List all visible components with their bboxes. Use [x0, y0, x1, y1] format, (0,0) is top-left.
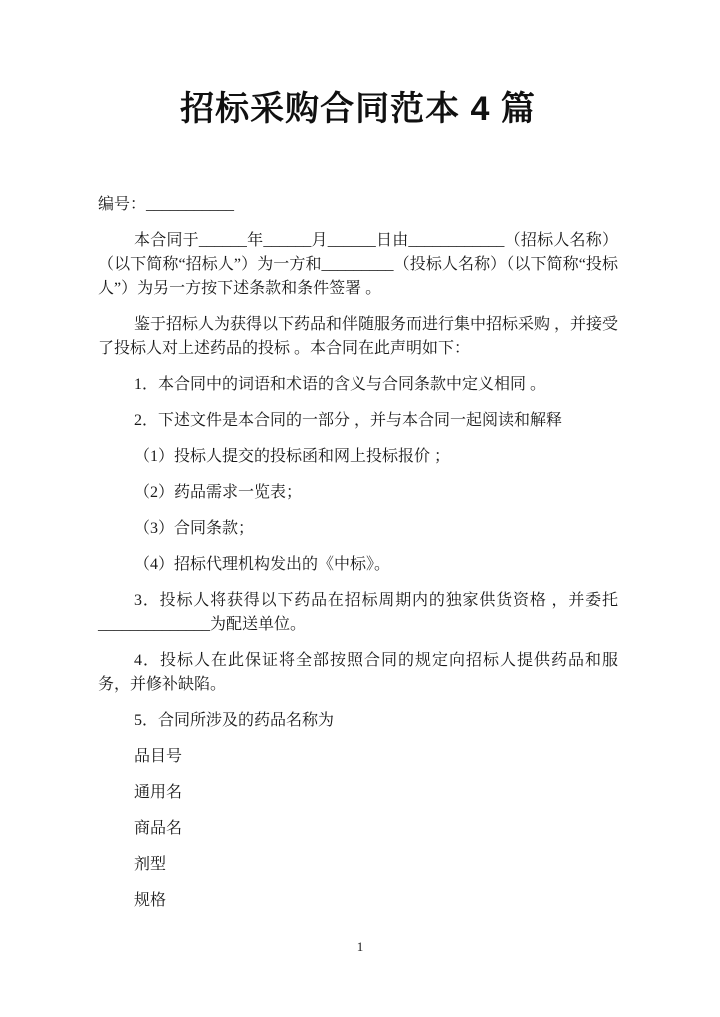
clause-item-4: 4．投标人在此保证将全部按照合同的规定向招标人提供药品和服务，并修补缺陷。	[98, 652, 618, 693]
clause-item-3: 3．投标人将获得以下药品在招标周期内的独家供货资格 ，并委托______________为配送单位。	[98, 592, 618, 633]
clause-item-1: 1．本合同中的词语和术语的含义与合同条款中定义相同 。	[134, 376, 547, 393]
drug-field-label: 剂型	[134, 856, 167, 873]
drug-field-label: 商品名	[134, 820, 183, 837]
intro-paragraph: 本合同于______年______月______日由____________（招标人名称）（以下简称“招标人”）为一方和_________（投标人名称）（以下简称“投标人”）为另一方按下述条款和条件签署 。	[98, 232, 618, 297]
document-title: 招标采购合同范本 4 篇	[180, 90, 536, 128]
clause-item-5: 5．合同所涉及的药品名称为	[134, 712, 335, 729]
document-content	[98, 0, 618, 925]
clause-item-2: 2．下述文件是本合同的一部分 ，并与本合同一起阅读和解释	[134, 412, 563, 429]
drug-field-label: 品目号	[134, 748, 183, 765]
clause-subitem-4: （4）招标代理机构发出的《中标》。	[134, 556, 391, 573]
drug-field-label: 通用名	[134, 784, 183, 801]
clause-subitem-2: （2）药品需求一览表；	[134, 484, 303, 501]
intro-paragraph: 鉴于招标人为获得以下药品和伴随服务而进行集中招标采购 ，并接受了投标人对上述药品的投标 。本合同在此声明如下：	[98, 316, 619, 357]
clause-subitem-1: （1）投标人提交的投标函和网上投标报价 ；	[134, 448, 451, 465]
doc-number-line: 编号：___________	[98, 196, 235, 213]
page-number: 1	[356, 939, 364, 954]
drug-field-label: 规格	[134, 892, 167, 909]
clause-subitem-3: （3）合同条款；	[134, 520, 255, 537]
